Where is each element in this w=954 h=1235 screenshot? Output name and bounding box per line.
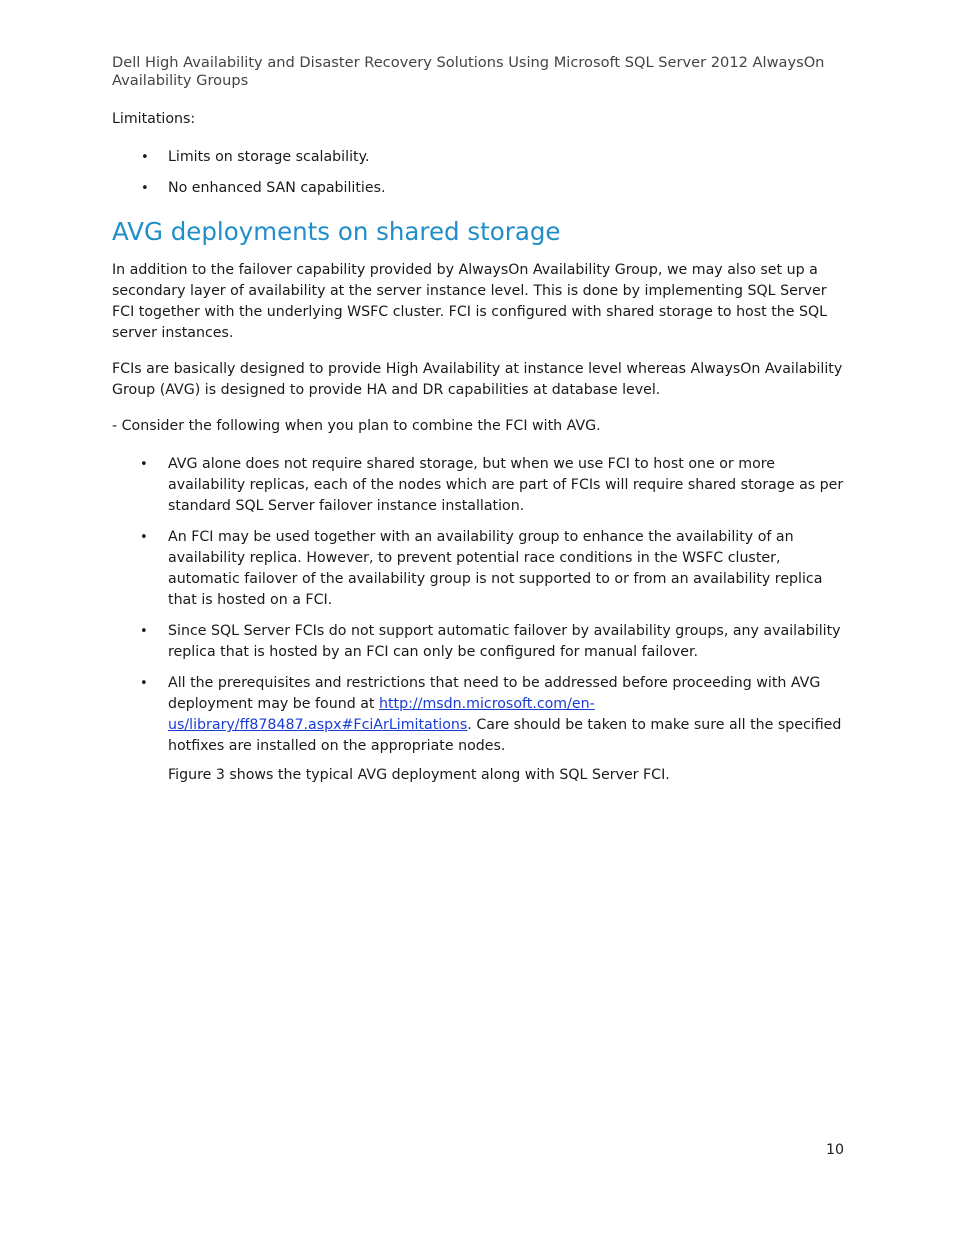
bullet-icon: • (141, 181, 149, 196)
body-paragraph: FCIs are basically designed to provide High Availability at instance level whereas AlwaysOn Availability Group (AVG) is designed to provide HA and DR capabilities at database level. (112, 361, 843, 398)
list-item-text-after: . Care should be taken to make sure all the specified hotfixes are installed on the appropriate nodes. (168, 717, 842, 754)
body-paragraph: - Consider the following when you plan to combine the FCI with AVG. (112, 418, 601, 434)
considerations-list (140, 454, 848, 767)
bullet-icon: • (140, 457, 148, 472)
list-item (140, 527, 848, 611)
list-item (141, 178, 828, 199)
list-item-text: An FCI may be used together with an availability group to enhance the availability of an availability replica. However, to prevent potential race conditions in the WSFC cluster, automatic failover of the availability group is not supported to or from an availability replica that is hosted on a FCI. (168, 529, 823, 608)
list-item-text-before: All the prerequisites and restrictions that need to be addressed before proceeding with AVG deployment may be found at (168, 675, 821, 712)
list-item-text: Limits on storage scalability. (168, 149, 370, 165)
figure-reference-text: Figure 3 shows the typical AVG deployment along with SQL Server FCI. (168, 767, 670, 783)
list-item-text: Since SQL Server FCIs do not support automatic failover by availability groups, any availability replica that is hosted by an FCI can only be configured for manual failover. (168, 623, 841, 660)
list-item-text: No enhanced SAN capabilities. (168, 180, 386, 196)
limitations-list (141, 147, 828, 209)
list-item-text: AVG alone does not require shared storage, but when we use FCI to host one or more availability replicas, each of the nodes which are part of FCIs will require shared storage as per standard SQL Server failover instance installation. (168, 456, 844, 514)
page-number: 10 (826, 1142, 845, 1158)
list-item (140, 673, 848, 757)
bullet-icon: • (140, 676, 148, 691)
list-item (140, 621, 848, 663)
limitations-label: Limitations: (112, 111, 196, 127)
bullet-icon: • (141, 150, 149, 165)
running-header: Dell High Availability and Disaster Recovery Solutions Using Microsoft SQL Server 2012 AlwaysOn Availability Groups (112, 54, 825, 89)
list-item (140, 454, 848, 517)
list-item (141, 147, 828, 168)
bullet-icon: • (140, 530, 148, 545)
bullet-icon: • (140, 624, 148, 639)
section-heading: AVG deployments on shared storage (112, 217, 561, 246)
body-paragraph: In addition to the failover capability provided by AlwaysOn Availability Group, we may also set up a secondary layer of availability at the server instance level. This is done by implementing SQL Server FCI together with the underlying WSFC cluster. FCI is configured with shared storage to host the SQL server instances. (112, 262, 828, 341)
msdn-limitations-link[interactable]: http://msdn.microsoft.com/en-us/library/ff878487.aspx#FciArLimitations (168, 696, 595, 733)
